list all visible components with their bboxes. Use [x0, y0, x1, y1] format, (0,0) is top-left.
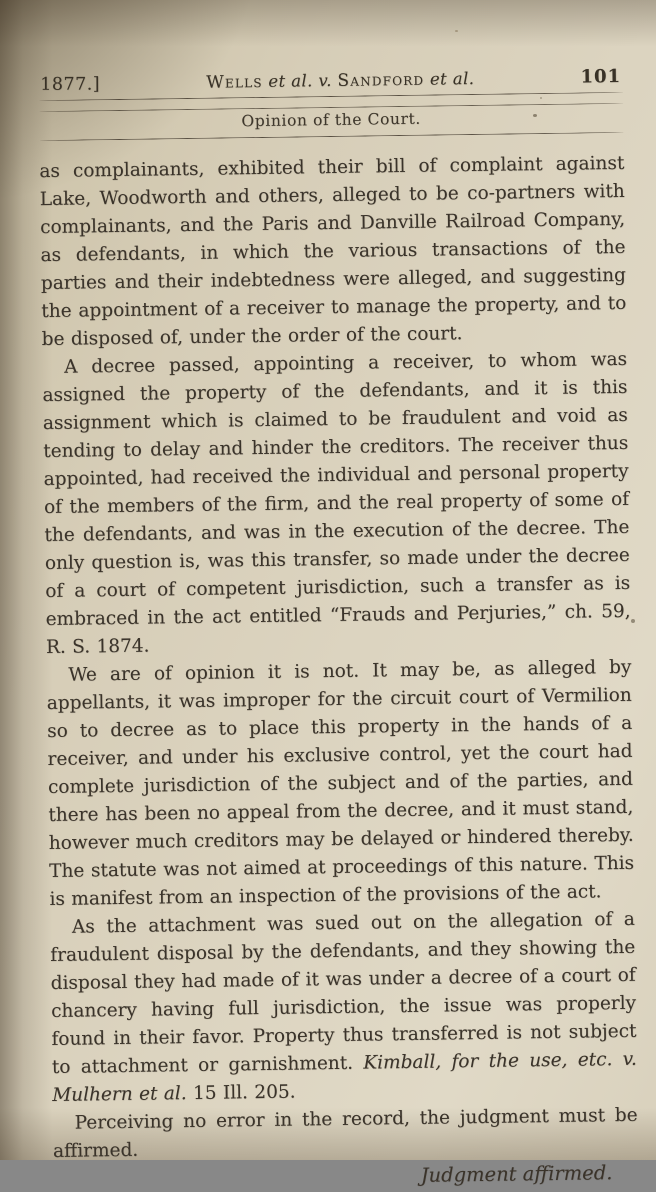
paragraph-text: as complainants, exhibited their bill of complaint against Lake, Woodworth and others, alleged to be co-partners with complainants, and the Paris and Danville Railroad Company, as defendants, in which the various transactions of the parties and their indebtedness were alleged, and suggesting the appointment of a receiver to manage the property, and to be disposed of, under the order of the court. [39, 152, 627, 351]
paper-speck [631, 619, 635, 623]
page-number: 101 [580, 65, 622, 88]
case-party-1: Wells [206, 71, 263, 93]
case-etal-2: et al. [424, 68, 475, 89]
case-title [206, 69, 474, 93]
page-header [38, 66, 623, 95]
case-party-2: Sandford [337, 69, 425, 91]
paragraph [46, 654, 634, 914]
paragraph-text: 15 Ill. 205. [186, 1081, 296, 1105]
paragraph-text: As the attachment was sued out on the allegation of a fraudulent disposal by the defendants, and they showing the disposal they had made of it was under a decree of a court of chancery having full jurisdiction, the issue was properly found in their favor. Property thus transferred is not subject to attachment or garnishment. [50, 908, 637, 1078]
paragraph [42, 346, 631, 662]
case-etal-v: et al. v. [262, 70, 338, 91]
paragraph-text: A decree passed, appointing a receiver, to whom was assigned the property of the defendants, and it is this assignment which is claimed to be fraudulent and void as tending to delay and hinder the creditors. The receiver thus appointed, had received the individual and personal property of the members of the firm, and the real property of some of the defendants, and was in the execution of the decree. The only question is, was this transfer, so made under the decree of a court of competent jurisdiction, such a transfer as is embraced in the act entitled “Frauds and Perjuries,” ch. 59, R. S. 1874. [42, 348, 631, 659]
paragraph-text: We are of opinion it is not. It may be, as alleged by appellants, it was improper for the circuit court of Vermilion so to decree as to place this property in the hands of a receiver, and under his exclusive control, yet the court had complete jurisdiction of the subject and of the parties, and there has been no appeal from the decree, and it must stand, however much creditors may be delayed or hindered thereby. The statute was not aimed at proceedings of this nature. This is manifest from an inspection of the provisions of the act. [46, 656, 635, 911]
opinion-text [39, 150, 638, 1166]
paragraph [50, 906, 638, 1110]
page-content [38, 66, 639, 1192]
paragraph [39, 150, 627, 354]
header-year: 1877.] [40, 74, 101, 95]
judgment-affirmed-line: Judgment affirmed. [420, 1161, 613, 1187]
paper-speck [455, 30, 458, 32]
running-head-rule [39, 132, 624, 141]
paragraph-text: Perceiving no error in the record, the judgment must be affirmed. [52, 1104, 638, 1162]
running-head: Opinion of the Court. [241, 109, 422, 131]
citation-italic: Kimball, for the use, etc. v. Mulhern et al. [52, 1048, 637, 1106]
paragraph [52, 1102, 638, 1166]
